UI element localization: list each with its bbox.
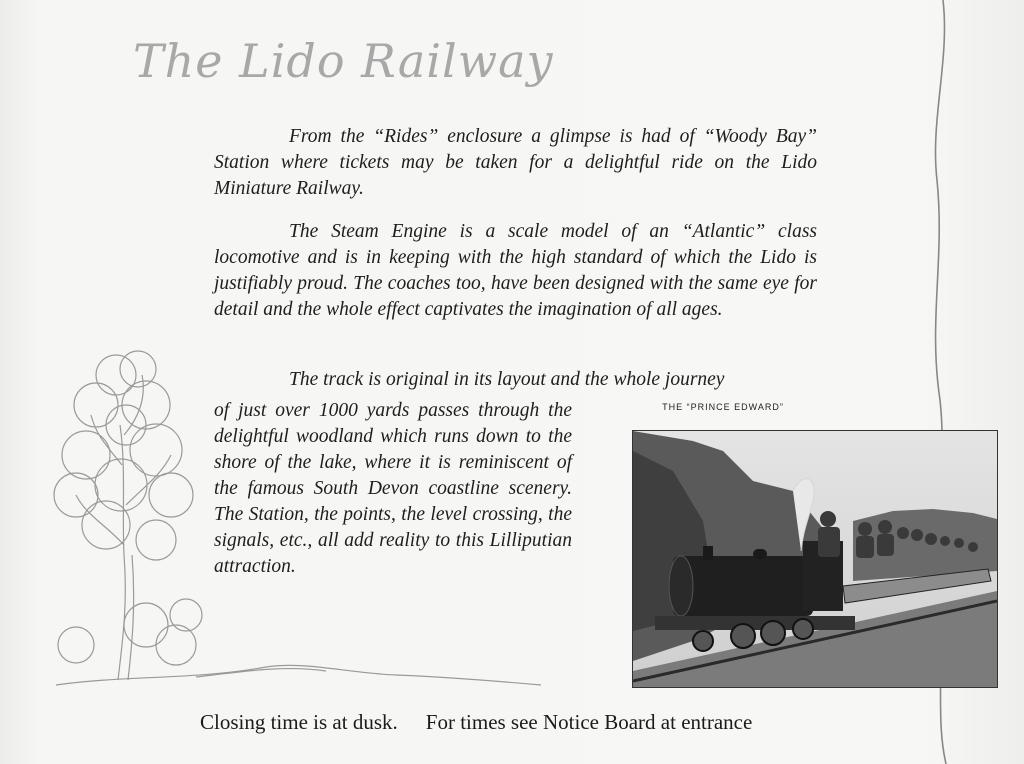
tree-illustration [46, 345, 546, 695]
train-photo [632, 430, 998, 688]
closing-time-text: Closing time is at dusk. [200, 710, 398, 734]
paragraph-steam-engine: The Steam Engine is a scale model of an “Atlantic” class locomotive and is in keeping with the high standard of which the Lido is justifiably proud. The coaches too, have been designed with the same eye for detail and the whole effect captivates the imagination of all ages. [214, 221, 817, 320]
paragraph-woody-bay: From the “Rides” enclosure a glimpse is had of “Woody Bay” Station where tickets may be taken for a delightful ride on the Lido Miniature Railway. [214, 126, 817, 199]
notice-board-text: For times see Notice Board at entrance [425, 710, 753, 734]
photo-caption: THE “PRINCE EDWARD” [662, 402, 784, 412]
page-title: The Lido Railway [133, 34, 554, 88]
paragraph-track-rest: of just over 1000 yards passes through the delightful woodland which runs down to the shore of the lake, where it is reminiscent of the famous South Devon coastline scenery. The Station, the points, the level crossing, the signals, etc., all add reality to this Lilliputian attraction. [214, 400, 572, 577]
paragraph-track-start: The track is original in its layout and the whole journey [289, 369, 725, 390]
footer-notice [200, 710, 900, 735]
